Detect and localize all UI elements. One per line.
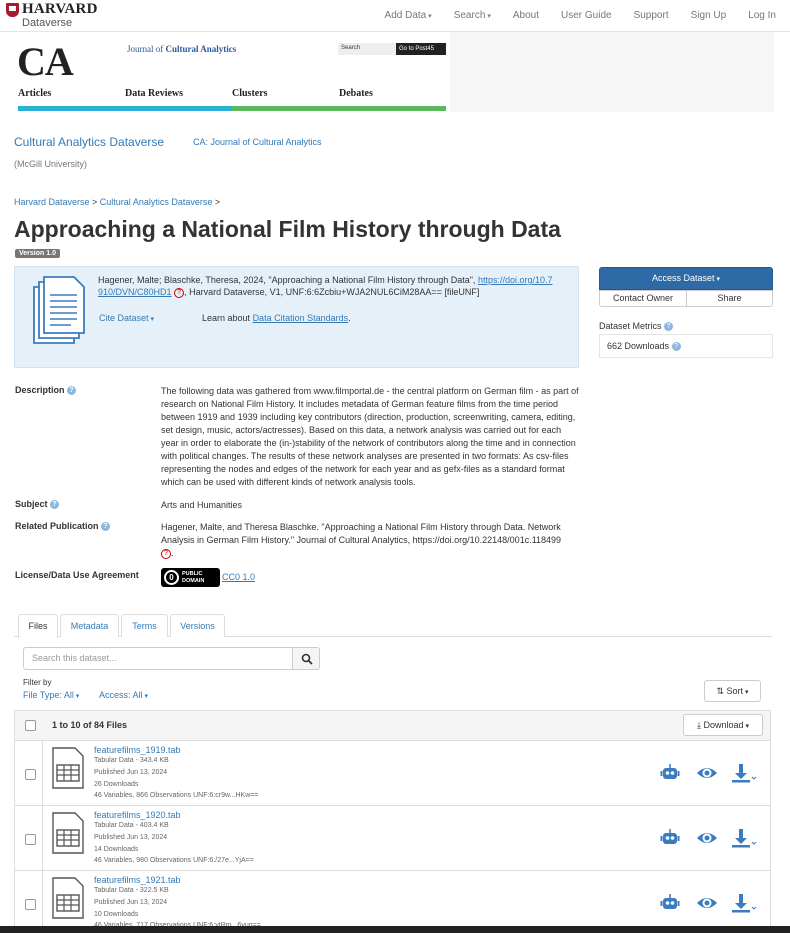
file-checkbox[interactable] <box>25 899 36 910</box>
subject-value: Arts and Humanities <box>161 500 243 510</box>
file-checkbox[interactable] <box>25 834 36 845</box>
related-publication-label <box>15 521 110 531</box>
file-downloads: 10 Downloads <box>94 911 139 918</box>
question-icon[interactable]: ? <box>161 549 171 559</box>
citation-authors: Hagener, Malte; Blaschke, Theresa, 2024, "Approaching a National Film History through Data", <box>98 275 476 285</box>
journal-title-prefix: Journal of <box>127 44 164 54</box>
download-icon[interactable] <box>731 828 757 848</box>
download-label: Download ▾ <box>704 720 750 730</box>
tab-files[interactable]: Files <box>18 614 58 638</box>
cc0-badge-text <box>182 571 204 585</box>
info-icon[interactable]: ? <box>101 522 110 531</box>
file-name-link[interactable]: featurefilms_1921.tab <box>94 875 181 885</box>
journal-bar-data-reviews <box>125 106 232 111</box>
journal-tab-clusters[interactable]: Clusters <box>232 88 268 99</box>
citation-doi-part-1: https://doi.org/10.7 <box>477 275 553 285</box>
file-search-button[interactable] <box>292 647 320 670</box>
file-type-size: Tabular Data - 403.4 KB <box>94 822 169 829</box>
select-all-checkbox[interactable] <box>25 720 36 731</box>
dataset-title: Approaching a National Film History through Data <box>14 216 561 242</box>
info-icon[interactable]: ? <box>67 386 76 395</box>
dataset-metrics-text: Dataset Metrics <box>599 321 662 331</box>
file-count: 1 to 10 of 84 Files <box>52 720 128 730</box>
nav-user-guide[interactable]: User Guide <box>561 10 612 21</box>
robot-icon[interactable] <box>660 893 680 913</box>
info-icon[interactable]: ? <box>672 342 681 351</box>
brand-harvard-text: HARVARD <box>22 1 98 17</box>
journal-tab-debates[interactable]: Debates <box>339 88 373 99</box>
preview-eye-icon[interactable] <box>696 828 718 848</box>
journal-tab-articles[interactable]: Articles <box>18 88 52 99</box>
file-type-size: Tabular Data - 322.5 KB <box>94 887 169 894</box>
cc0-icon: 0 <box>164 570 179 585</box>
tabular-file-icon <box>52 877 84 919</box>
info-icon[interactable]: ? <box>50 500 59 509</box>
share-button[interactable]: Share <box>686 290 773 307</box>
row-divider <box>42 871 43 933</box>
journal-bar-clusters <box>232 106 339 111</box>
file-table-header <box>14 710 771 741</box>
sort-label: Sort ▾ <box>727 686 749 696</box>
file-published: Published Jun 13, 2024 <box>94 769 168 776</box>
dataset-document-icon <box>31 273 87 347</box>
preview-eye-icon[interactable] <box>696 763 718 783</box>
cc0-badge-line-1: PUBLIC <box>182 571 203 577</box>
dataverse-journal-link[interactable]: CA: Journal of Cultural Analytics <box>193 137 322 147</box>
tab-versions[interactable]: Versions <box>170 614 225 637</box>
filter-access[interactable]: Access: All ▾ <box>99 690 148 700</box>
dataverse-affiliation: (McGill University) <box>14 159 87 169</box>
journal-banner-inner <box>14 32 450 112</box>
row-divider <box>42 741 43 805</box>
info-icon[interactable]: ? <box>664 322 673 331</box>
license-link[interactable]: CC0 1.0 <box>222 572 256 582</box>
nav-links <box>363 10 776 21</box>
file-checkbox[interactable] <box>25 769 36 780</box>
journal-bar-articles <box>18 106 125 111</box>
description-label <box>15 385 76 395</box>
tab-metadata[interactable]: Metadata <box>60 614 119 637</box>
tabular-file-icon <box>52 812 84 854</box>
dataverse-header-background <box>6 118 790 190</box>
journal-search-input[interactable]: Search <box>338 43 396 55</box>
journal-title[interactable] <box>127 44 236 54</box>
learn-citation <box>202 313 351 323</box>
file-row <box>14 806 771 871</box>
download-small-icon: ⤓ <box>697 720 701 730</box>
robot-icon[interactable] <box>660 763 680 783</box>
related-publication-value: Hagener, Malte, and Theresa Blaschke. "Approaching a National Film History through Data. Network Analysis in German Film History." Journal of Cultural Analytics, https://doi.org/10.22148/001c.118499 ? . <box>161 522 562 558</box>
dataverse-name-link[interactable]: Cultural Analytics Dataverse <box>14 135 165 149</box>
version-badge: Version 1.0 <box>15 249 60 258</box>
description-label-text: Description <box>15 385 65 395</box>
filter-file-type[interactable]: File Type: All ▾ <box>23 690 79 700</box>
breadcrumb-harvard-dataverse[interactable]: Harvard Dataverse <box>14 197 90 207</box>
download-icon[interactable] <box>731 893 757 913</box>
file-variables: 46 Variables, 866 Observations UNF:6:cr9w...HKw== <box>94 792 259 799</box>
file-published: Published Jun 13, 2024 <box>94 834 168 841</box>
sort-icon: ⇅ <box>716 686 725 696</box>
journal-go-button[interactable]: Go to Post45 <box>396 43 446 55</box>
citation-text <box>98 274 576 298</box>
file-name-link[interactable]: featurefilms_1920.tab <box>94 810 181 820</box>
tabular-file-icon <box>52 747 84 789</box>
dataset-tabs <box>14 613 772 637</box>
cite-dataset-button[interactable]: Cite Dataset ▾ <box>99 313 154 323</box>
file-downloads: 26 Downloads <box>94 781 139 788</box>
download-icon[interactable] <box>731 763 757 783</box>
nav-about[interactable]: About <box>512 10 539 21</box>
nav-support[interactable]: Support <box>633 10 669 21</box>
access-dataset-button[interactable]: Access Dataset ▾ <box>599 267 773 290</box>
filter-by-label: Filter by <box>23 678 52 687</box>
bottom-bar <box>0 926 790 933</box>
journal-tab-data-reviews[interactable]: Data Reviews <box>125 88 184 99</box>
file-type-size: Tabular Data - 343.4 KB <box>94 757 169 764</box>
citation-doi-part-2: 910/DVN/C80HD1 <box>98 287 172 297</box>
sort-button[interactable] <box>704 680 761 702</box>
file-name-link[interactable]: featurefilms_1919.tab <box>94 745 181 755</box>
ca-logo[interactable]: CA <box>17 39 73 84</box>
preview-eye-icon[interactable] <box>696 893 718 913</box>
nav-log-in[interactable]: Log In <box>748 10 776 21</box>
dataset-metrics-label <box>599 321 673 331</box>
file-search-input[interactable]: Search this dataset... <box>23 647 293 670</box>
subject-label-text: Subject <box>15 499 48 509</box>
cc0-badge-line-2: DOMAIN <box>182 578 205 584</box>
nav-sign-up[interactable]: Sign Up <box>690 10 727 21</box>
breadcrumb: Harvard Dataverse > Cultural Analytics Dataverse > <box>14 197 221 207</box>
harvard-shield-icon <box>6 3 19 17</box>
navbar <box>0 0 790 32</box>
subject-label <box>15 499 59 509</box>
cc0-badge[interactable] <box>161 568 220 587</box>
file-variables: 46 Variables, 980 Observations UNF:6:/27e...YjA== <box>94 857 254 864</box>
learn-suffix: . <box>348 313 351 323</box>
breadcrumb-cultural-analytics[interactable]: Cultural Analytics Dataverse <box>99 197 213 207</box>
learn-prefix: Learn about <box>202 313 251 323</box>
description-text: The following data was gathered from www.filmportal.de - the central platform on German film - as part of research on National Film History. It includes metadata of German feature films from the time period between 1919 and 1939 including key contributors (direction, production, screenwriting, camera, editing, set design, music, actors/actresses). Based on this data, a network analysis was carried out for each year in order to elaborate the (in-)stability of the network of contributors along the time and in connection with political changes. The results of these network analyses are presented in two formats: As csv-files representing the nodes and edges of the network for each year and as gefx-files as a standard format which can be used with different kinds of network analysis tools. <box>161 386 579 487</box>
row-divider <box>42 806 43 870</box>
downloads-count: 662 Downloads <box>607 341 670 351</box>
robot-icon[interactable] <box>660 828 680 848</box>
tab-terms[interactable]: Terms <box>121 614 168 637</box>
contact-owner-button[interactable]: Contact Owner <box>599 290 687 307</box>
metrics-box <box>599 334 773 358</box>
citation-rest: , Harvard Dataverse, V1, UNF:6:6Zcbiu+WJA2NUL6CiM28AA== [fileUNF] <box>184 287 480 297</box>
file-row <box>14 871 771 931</box>
brand-dataverse-text: Dataverse <box>22 17 73 29</box>
harvard-dataverse-logo[interactable] <box>6 2 101 30</box>
file-published: Published Jun 13, 2024 <box>94 899 168 906</box>
journal-title-main: Cultural Analytics <box>165 44 237 54</box>
related-publication-text: Hagener, Malte, and Theresa Blaschke. "Approaching a National Film History through Data. Network Analysis in German Film History." Journal of Cultural Analytics, https://doi.org/10.22148/001c.118499 <box>161 522 562 545</box>
file-row <box>14 741 771 806</box>
journal-banner <box>14 32 774 112</box>
file-downloads: 14 Downloads <box>94 846 139 853</box>
journal-bar-debates <box>339 106 446 111</box>
related-label-text: Related Publication <box>15 521 99 531</box>
nav-search[interactable]: Search ▾ <box>454 10 491 21</box>
citation-box <box>14 266 579 368</box>
data-citation-standards-link[interactable]: Data Citation Standards <box>252 313 349 323</box>
download-all-button[interactable] <box>683 714 763 736</box>
search-icon <box>301 653 313 665</box>
nav-add-data[interactable]: Add Data ▾ <box>385 10 432 21</box>
question-icon[interactable]: ? <box>174 288 184 298</box>
license-label: License/Data Use Agreement <box>15 570 139 580</box>
